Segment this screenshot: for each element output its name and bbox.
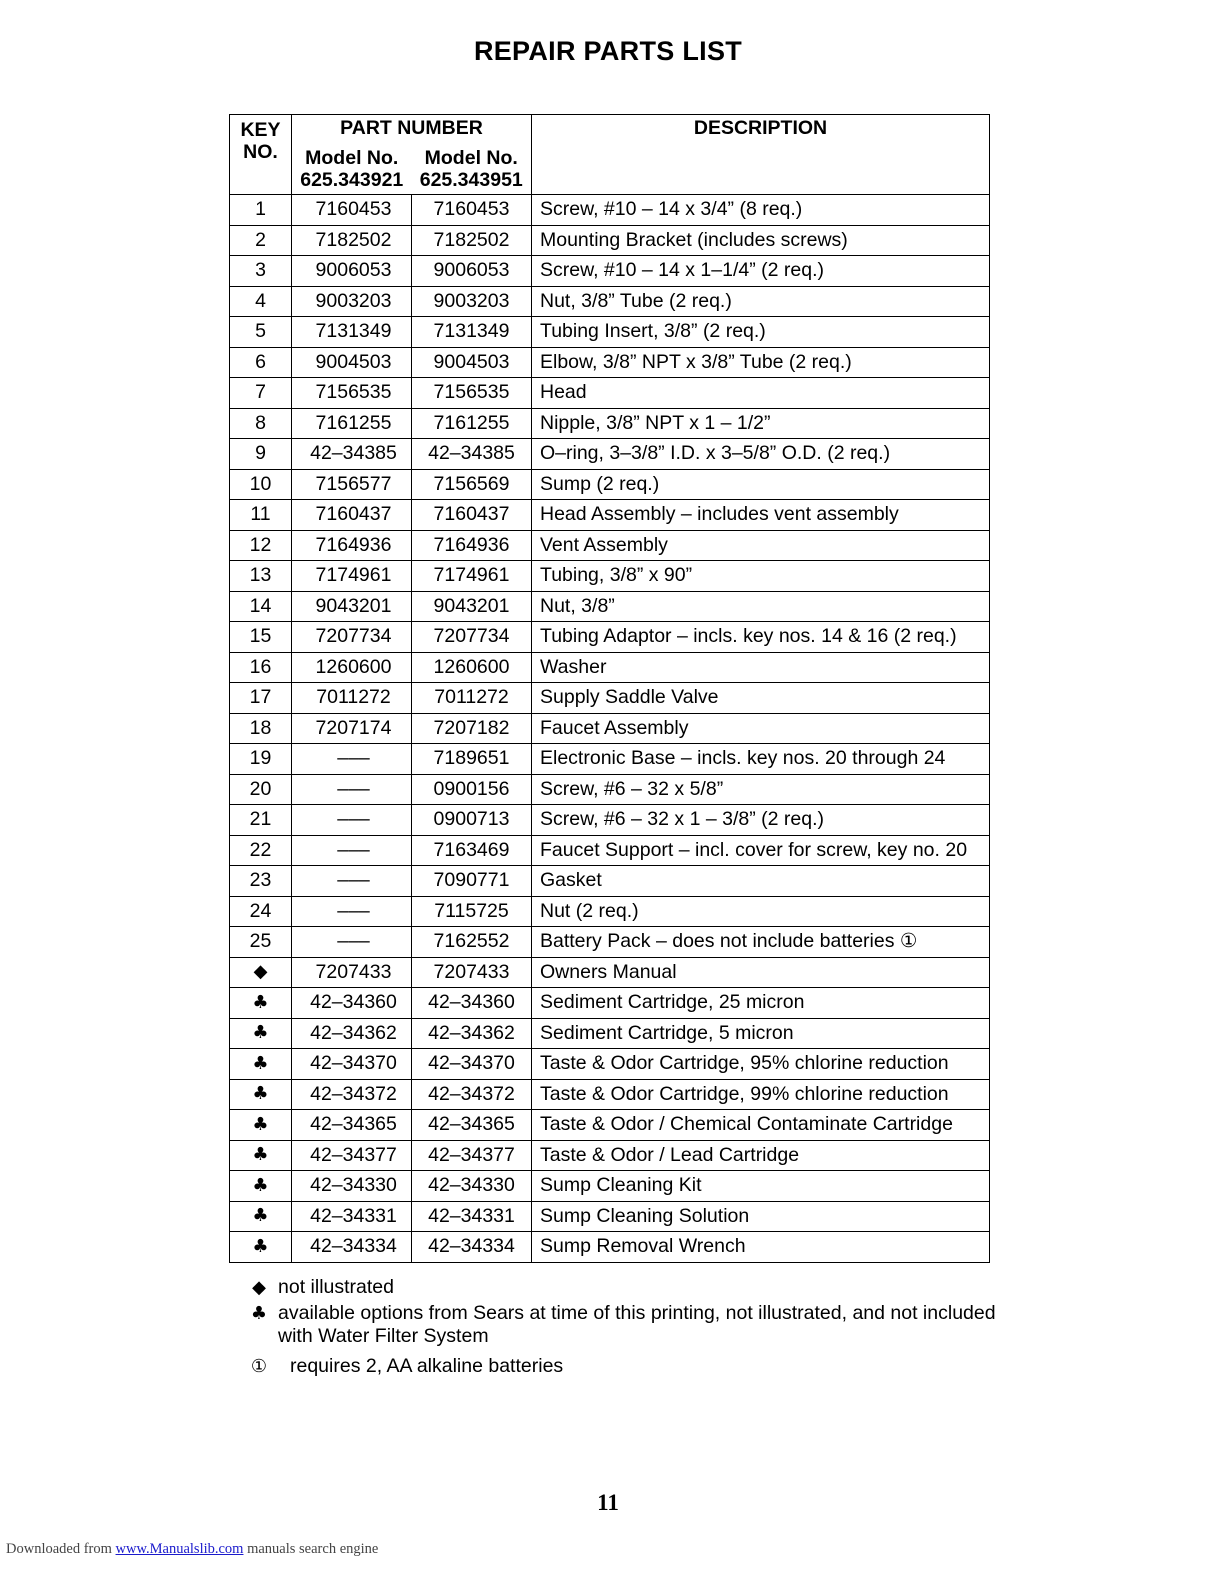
table-row bbox=[230, 1049, 990, 1080]
key-no-cell: 19 bbox=[230, 744, 292, 775]
key-no-cell: ♣ bbox=[230, 1018, 292, 1049]
part-number-model-1-cell: 42–34370 bbox=[292, 1049, 412, 1080]
part-number-model-2-cell: 7207433 bbox=[412, 957, 532, 988]
part-number-model-2-cell: 7207734 bbox=[412, 622, 532, 653]
part-number-model-2-cell: 7156569 bbox=[412, 469, 532, 500]
part-number-model-2-cell: 7131349 bbox=[412, 317, 532, 348]
part-number-model-2-cell: 42–34360 bbox=[412, 988, 532, 1019]
part-number-model-2-cell: 9006053 bbox=[412, 256, 532, 287]
key-no-cell: 23 bbox=[230, 866, 292, 897]
key-no-cell: 2 bbox=[230, 225, 292, 256]
part-number-model-1-cell: 7160437 bbox=[292, 500, 412, 531]
key-no-cell: 8 bbox=[230, 408, 292, 439]
part-number-model-1-cell: 42–34334 bbox=[292, 1232, 412, 1263]
part-number-model-1-cell: 7164936 bbox=[292, 530, 412, 561]
part-number-model-2-cell: 42–34385 bbox=[412, 439, 532, 470]
download-footer bbox=[6, 1541, 378, 1558]
key-no-cell: 4 bbox=[230, 286, 292, 317]
description-cell: Nipple, 3/8” NPT x 1 – 1/2” bbox=[532, 408, 990, 439]
table-row bbox=[230, 774, 990, 805]
table-row bbox=[230, 500, 990, 531]
description-cell: Sediment Cartridge, 5 micron bbox=[532, 1018, 990, 1049]
key-no-cell: ♣ bbox=[230, 1110, 292, 1141]
part-number-model-1-cell: ––– bbox=[292, 805, 412, 836]
part-number-model-1-cell: 7207174 bbox=[292, 713, 412, 744]
page-title: REPAIR PARTS LIST bbox=[473, 36, 743, 66]
table-row bbox=[230, 439, 990, 470]
key-no-cell: 16 bbox=[230, 652, 292, 683]
key-no-cell: 11 bbox=[230, 500, 292, 531]
key-no-cell: 14 bbox=[230, 591, 292, 622]
description-cell: Taste & Odor Cartridge, 95% chlorine reduction bbox=[532, 1049, 990, 1080]
header-models bbox=[292, 147, 531, 192]
key-no-cell: 7 bbox=[230, 378, 292, 409]
key-no-cell: 24 bbox=[230, 896, 292, 927]
description-cell: Washer bbox=[532, 652, 990, 683]
key-no-cell: 1 bbox=[230, 195, 292, 226]
part-number-model-1-cell: 7207433 bbox=[292, 957, 412, 988]
part-number-model-1-cell: ––– bbox=[292, 774, 412, 805]
description-cell: Taste & Odor / Chemical Contaminate Cartridge bbox=[532, 1110, 990, 1141]
table-row bbox=[230, 347, 990, 378]
key-no-cell: ◆ bbox=[230, 957, 292, 988]
table-row bbox=[230, 469, 990, 500]
description-cell: Head Assembly – includes vent assembly bbox=[532, 500, 990, 531]
table-row bbox=[230, 317, 990, 348]
part-number-model-2-cell: 7163469 bbox=[412, 835, 532, 866]
table-row bbox=[230, 225, 990, 256]
key-no-cell: 3 bbox=[230, 256, 292, 287]
part-number-model-1-cell: 1260600 bbox=[292, 652, 412, 683]
key-no-cell: 9 bbox=[230, 439, 292, 470]
footnotes bbox=[248, 1276, 1030, 1378]
part-number-model-1-cell: 7131349 bbox=[292, 317, 412, 348]
table-row bbox=[230, 744, 990, 775]
part-number-model-1-cell: 9006053 bbox=[292, 256, 412, 287]
table-row bbox=[230, 835, 990, 866]
table-row bbox=[230, 1171, 990, 1202]
key-no-cell: 10 bbox=[230, 469, 292, 500]
table-row bbox=[230, 713, 990, 744]
part-number-model-1-cell: ––– bbox=[292, 896, 412, 927]
table-row bbox=[230, 683, 990, 714]
description-cell: Taste & Odor / Lead Cartridge bbox=[532, 1140, 990, 1171]
header-model-2 bbox=[412, 147, 532, 192]
key-no-cell: ♣ bbox=[230, 1079, 292, 1110]
diamond-icon: ◆ bbox=[252, 1277, 266, 1298]
footnote-not-illustrated bbox=[248, 1276, 1030, 1299]
table-row bbox=[230, 1140, 990, 1171]
part-number-model-1-cell: 42–34360 bbox=[292, 988, 412, 1019]
part-number-model-1-cell: 7182502 bbox=[292, 225, 412, 256]
table-row bbox=[230, 378, 990, 409]
part-number-model-2-cell: 7174961 bbox=[412, 561, 532, 592]
table-row bbox=[230, 896, 990, 927]
part-number-model-1-cell: 7156577 bbox=[292, 469, 412, 500]
part-number-model-2-cell: 42–34334 bbox=[412, 1232, 532, 1263]
part-number-model-2-cell: 7162552 bbox=[412, 927, 532, 958]
description-cell: Electronic Base – incls. key nos. 20 through 24 bbox=[532, 744, 990, 775]
description-cell: Sump Removal Wrench bbox=[532, 1232, 990, 1263]
table-row bbox=[230, 1232, 990, 1263]
part-number-model-2-cell: 7182502 bbox=[412, 225, 532, 256]
part-number-model-1-cell: 42–34331 bbox=[292, 1201, 412, 1232]
part-number-model-2-cell: 42–34365 bbox=[412, 1110, 532, 1141]
table-row bbox=[230, 1201, 990, 1232]
part-number-model-2-cell: 7090771 bbox=[412, 866, 532, 897]
header-model-2-label: Model No. bbox=[424, 146, 518, 169]
table-row bbox=[230, 927, 990, 958]
description-cell: Tubing, 3/8” x 90” bbox=[532, 561, 990, 592]
part-number-model-1-cell: 9043201 bbox=[292, 591, 412, 622]
description-cell: Head bbox=[532, 378, 990, 409]
header-model-1-number: 625.343921 bbox=[300, 168, 404, 191]
page-number: 11 bbox=[597, 1490, 619, 1515]
key-no-cell: 20 bbox=[230, 774, 292, 805]
key-no-cell: 12 bbox=[230, 530, 292, 561]
part-number-model-2-cell: 42–34370 bbox=[412, 1049, 532, 1080]
part-number-model-2-cell: 7189651 bbox=[412, 744, 532, 775]
description-cell: Battery Pack – does not include batteries ① bbox=[532, 927, 990, 958]
table-row bbox=[230, 957, 990, 988]
part-number-model-2-cell: 7164936 bbox=[412, 530, 532, 561]
header-part-number bbox=[292, 115, 532, 195]
table-row bbox=[230, 988, 990, 1019]
part-number-model-1-cell: 42–34330 bbox=[292, 1171, 412, 1202]
part-number-model-2-cell: 42–34330 bbox=[412, 1171, 532, 1202]
manualslib-link[interactable]: www.Manualslib.com bbox=[115, 1541, 244, 1557]
description-cell: Screw, #10 – 14 x 1–1/4” (2 req.) bbox=[532, 256, 990, 287]
description-cell: Tubing Insert, 3/8” (2 req.) bbox=[532, 317, 990, 348]
part-number-model-1-cell: ––– bbox=[292, 927, 412, 958]
description-cell: Mounting Bracket (includes screws) bbox=[532, 225, 990, 256]
part-number-model-1-cell: ––– bbox=[292, 835, 412, 866]
footnote-text: available options from Sears at time of this printing, not illustrated, and not included with Water Filter System bbox=[278, 1302, 996, 1347]
description-cell: Vent Assembly bbox=[532, 530, 990, 561]
footer-prefix: Downloaded from bbox=[6, 1541, 112, 1557]
part-number-model-1-cell: 42–34362 bbox=[292, 1018, 412, 1049]
table-row bbox=[230, 866, 990, 897]
part-number-model-2-cell: 9043201 bbox=[412, 591, 532, 622]
key-no-cell: 5 bbox=[230, 317, 292, 348]
footnote-batteries bbox=[248, 1355, 1030, 1378]
key-no-cell: 18 bbox=[230, 713, 292, 744]
header-part-number-label: PART NUMBER bbox=[340, 117, 483, 139]
table-row bbox=[230, 530, 990, 561]
key-no-cell: ♣ bbox=[230, 1232, 292, 1263]
description-cell: Sump Cleaning Kit bbox=[532, 1171, 990, 1202]
key-no-cell: ♣ bbox=[230, 1171, 292, 1202]
part-number-model-1-cell: 7174961 bbox=[292, 561, 412, 592]
description-cell: Faucet Assembly bbox=[532, 713, 990, 744]
parts-table bbox=[229, 114, 990, 1263]
parts-table-body bbox=[230, 195, 990, 1263]
part-number-model-1-cell: 42–34385 bbox=[292, 439, 412, 470]
table-header-row bbox=[230, 115, 990, 195]
key-no-cell: 21 bbox=[230, 805, 292, 836]
table-row bbox=[230, 1110, 990, 1141]
key-no-cell: 17 bbox=[230, 683, 292, 714]
key-no-cell: ♣ bbox=[230, 1049, 292, 1080]
description-cell: Faucet Support – incl. cover for screw, key no. 20 bbox=[532, 835, 990, 866]
part-number-model-1-cell: ––– bbox=[292, 744, 412, 775]
table-row bbox=[230, 805, 990, 836]
description-cell: Sediment Cartridge, 25 micron bbox=[532, 988, 990, 1019]
description-cell: Screw, #6 – 32 x 1 – 3/8” (2 req.) bbox=[532, 805, 990, 836]
footer-suffix: manuals search engine bbox=[247, 1541, 379, 1557]
table-row bbox=[230, 286, 990, 317]
description-cell: Sump (2 req.) bbox=[532, 469, 990, 500]
key-no-cell: 13 bbox=[230, 561, 292, 592]
description-cell: Gasket bbox=[532, 866, 990, 897]
table-row bbox=[230, 256, 990, 287]
description-cell: Screw, #10 – 14 x 3/4” (8 req.) bbox=[532, 195, 990, 226]
part-number-model-1-cell: 7160453 bbox=[292, 195, 412, 226]
part-number-model-2-cell: 7160437 bbox=[412, 500, 532, 531]
part-number-model-2-cell: 42–34362 bbox=[412, 1018, 532, 1049]
description-cell: Nut, 3/8” Tube (2 req.) bbox=[532, 286, 990, 317]
part-number-model-2-cell: 42–34377 bbox=[412, 1140, 532, 1171]
key-no-cell: 6 bbox=[230, 347, 292, 378]
part-number-model-2-cell: 0900156 bbox=[412, 774, 532, 805]
part-number-model-1-cell: 9004503 bbox=[292, 347, 412, 378]
header-model-2-number: 625.343951 bbox=[419, 168, 523, 191]
part-number-model-2-cell: 1260600 bbox=[412, 652, 532, 683]
description-cell: O–ring, 3–3/8” I.D. x 3–5/8” O.D. (2 req.) bbox=[532, 439, 990, 470]
description-cell: Supply Saddle Valve bbox=[532, 683, 990, 714]
club-icon: ♣ bbox=[250, 1303, 268, 1324]
part-number-model-2-cell: 7011272 bbox=[412, 683, 532, 714]
part-number-model-2-cell: 9003203 bbox=[412, 286, 532, 317]
part-number-model-2-cell: 7156535 bbox=[412, 378, 532, 409]
table-row bbox=[230, 1079, 990, 1110]
table-row bbox=[230, 1018, 990, 1049]
description-cell: Screw, #6 – 32 x 5/8” bbox=[532, 774, 990, 805]
part-number-model-2-cell: 0900713 bbox=[412, 805, 532, 836]
part-number-model-2-cell: 7115725 bbox=[412, 896, 532, 927]
table-row bbox=[230, 622, 990, 653]
table-row bbox=[230, 591, 990, 622]
footnote-text: not illustrated bbox=[278, 1276, 394, 1298]
description-cell: Sump Cleaning Solution bbox=[532, 1201, 990, 1232]
header-model-1 bbox=[292, 147, 412, 192]
description-cell: Tubing Adaptor – incls. key nos. 14 & 16 (2 req.) bbox=[532, 622, 990, 653]
description-cell: Nut (2 req.) bbox=[532, 896, 990, 927]
key-no-cell: ♣ bbox=[230, 988, 292, 1019]
key-no-cell: ♣ bbox=[230, 1201, 292, 1232]
key-no-cell: 22 bbox=[230, 835, 292, 866]
table-row bbox=[230, 195, 990, 226]
header-key-no bbox=[230, 115, 292, 195]
part-number-model-2-cell: 42–34331 bbox=[412, 1201, 532, 1232]
part-number-model-1-cell: 42–34377 bbox=[292, 1140, 412, 1171]
table-row bbox=[230, 561, 990, 592]
circled-one-icon: ① bbox=[250, 1356, 268, 1377]
footnote-available-options bbox=[248, 1302, 1030, 1348]
description-cell: Elbow, 3/8” NPT x 3/8” Tube (2 req.) bbox=[532, 347, 990, 378]
key-no-cell: 15 bbox=[230, 622, 292, 653]
key-no-cell: ♣ bbox=[230, 1140, 292, 1171]
part-number-model-1-cell: 42–34365 bbox=[292, 1110, 412, 1141]
description-cell: Taste & Odor Cartridge, 99% chlorine reduction bbox=[532, 1079, 990, 1110]
part-number-model-1-cell: 7156535 bbox=[292, 378, 412, 409]
description-cell: Nut, 3/8” bbox=[532, 591, 990, 622]
part-number-model-1-cell: 7161255 bbox=[292, 408, 412, 439]
header-key-no-label: KEY NO. bbox=[240, 119, 281, 164]
header-description: DESCRIPTION bbox=[532, 115, 990, 195]
description-cell: Owners Manual bbox=[532, 957, 990, 988]
part-number-model-1-cell: 9003203 bbox=[292, 286, 412, 317]
part-number-model-2-cell: 7207182 bbox=[412, 713, 532, 744]
part-number-model-2-cell: 7160453 bbox=[412, 195, 532, 226]
table-row bbox=[230, 408, 990, 439]
part-number-model-1-cell: 42–34372 bbox=[292, 1079, 412, 1110]
part-number-model-1-cell: ––– bbox=[292, 866, 412, 897]
table-row bbox=[230, 652, 990, 683]
key-no-cell: 25 bbox=[230, 927, 292, 958]
footnote-text: requires 2, AA alkaline batteries bbox=[290, 1355, 564, 1377]
part-number-model-2-cell: 9004503 bbox=[412, 347, 532, 378]
part-number-model-1-cell: 7207734 bbox=[292, 622, 412, 653]
part-number-model-1-cell: 7011272 bbox=[292, 683, 412, 714]
header-model-1-label: Model No. bbox=[305, 146, 399, 169]
part-number-model-2-cell: 42–34372 bbox=[412, 1079, 532, 1110]
part-number-model-2-cell: 7161255 bbox=[412, 408, 532, 439]
